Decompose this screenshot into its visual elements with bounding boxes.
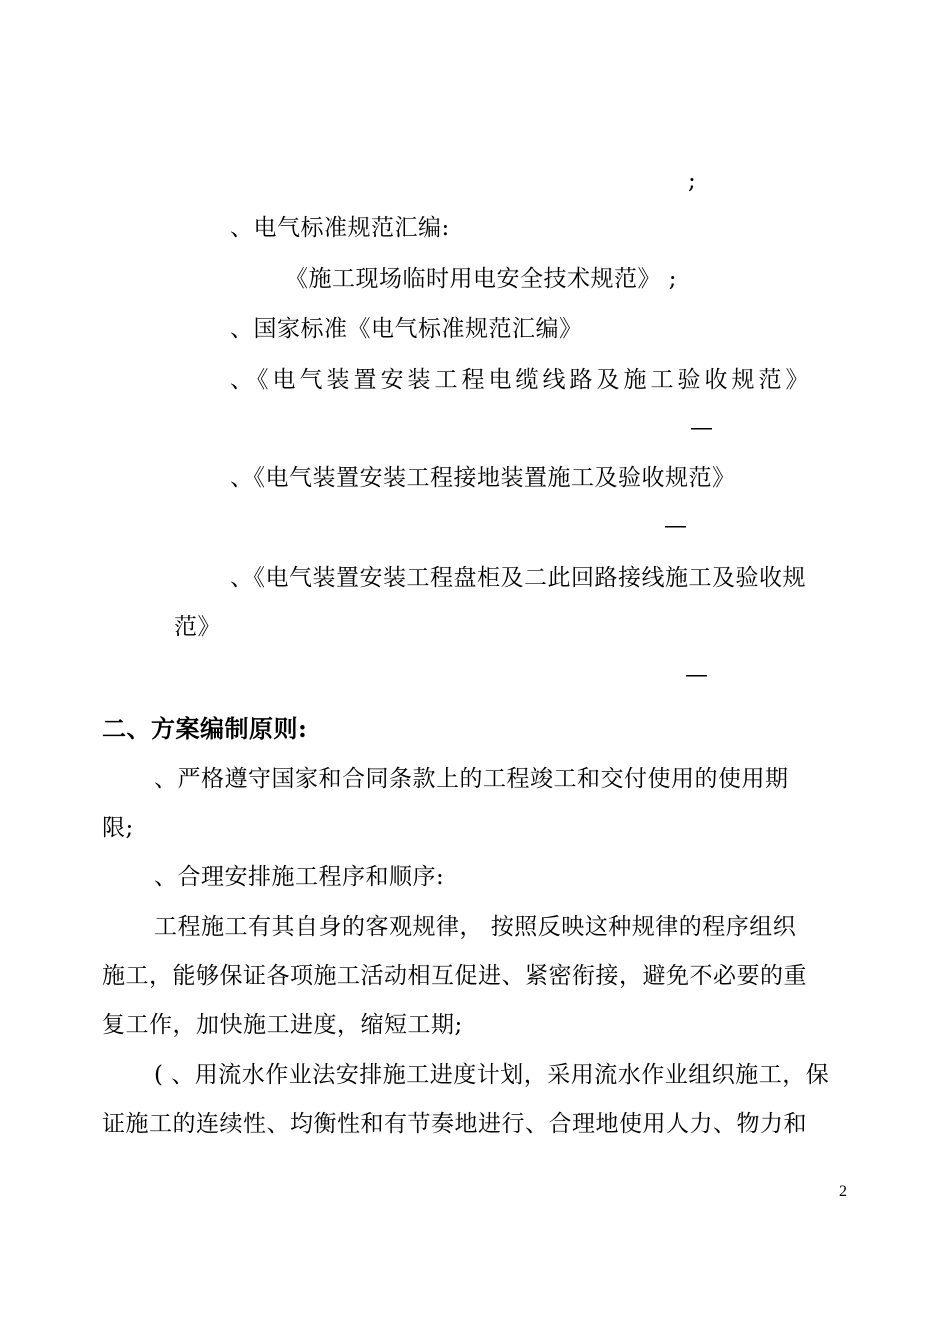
reference-item-national-standard: 、国家标准《电气标准规范汇编》 [230, 316, 583, 342]
paragraph-3-line-1: 工程施工有其自身的客观规律， 按照反映这种规律的程序组织 [154, 914, 797, 940]
reference-item-cable-lines: 、《电气装置安装工程电缆线路及施工验收规范》 [230, 367, 813, 393]
paragraph-3-line-2: 施工，能够保证各项施工活动相互促进、紧密衔接，避免不必要的重 [102, 963, 807, 989]
paragraph-2: 、合理安排施工程序和顺序: [154, 864, 445, 890]
dash-mark-3: — [685, 662, 709, 688]
reference-item-grounding: 、《电气装置安装工程接地装置施工及验收规范》 [230, 465, 736, 491]
paragraph-1-line-2: 限; [102, 815, 134, 841]
reference-item-panels-line1: 、《电气装置安装工程盘柜及二此回路接线施工及验收规 [230, 565, 806, 591]
paragraph-1-line-1: 、严格遵守国家和合同条款上的工程竣工和交付使用的使用期 [154, 766, 789, 792]
reference-item-panels-line2: 范》 [174, 614, 221, 640]
section-heading: 二、方案编制原则: [102, 714, 308, 743]
reference-item-site-temp-power: 《施工现场临时用电安全技术规范》 ; [285, 266, 678, 292]
paragraph-4-line-2: 证施工的连续性、均衡性和有节奏地进行、合理地使用人力、物力和 [102, 1111, 807, 1137]
dash-mark-1: — [690, 415, 714, 441]
semicolon-line: ; [688, 168, 697, 194]
paragraph-4-line-1: ( 、用流水作业法安排施工进度计划，采用流水作业组织施工，保 [154, 1062, 830, 1088]
dash-mark-2: — [664, 513, 688, 539]
reference-item-electrical-compilation: 、电气标准规范汇编: [230, 215, 450, 241]
paragraph-3-line-3: 复工作，加快施工进度，缩短工期; [102, 1012, 463, 1038]
page-number: 2 [839, 1183, 847, 1200]
